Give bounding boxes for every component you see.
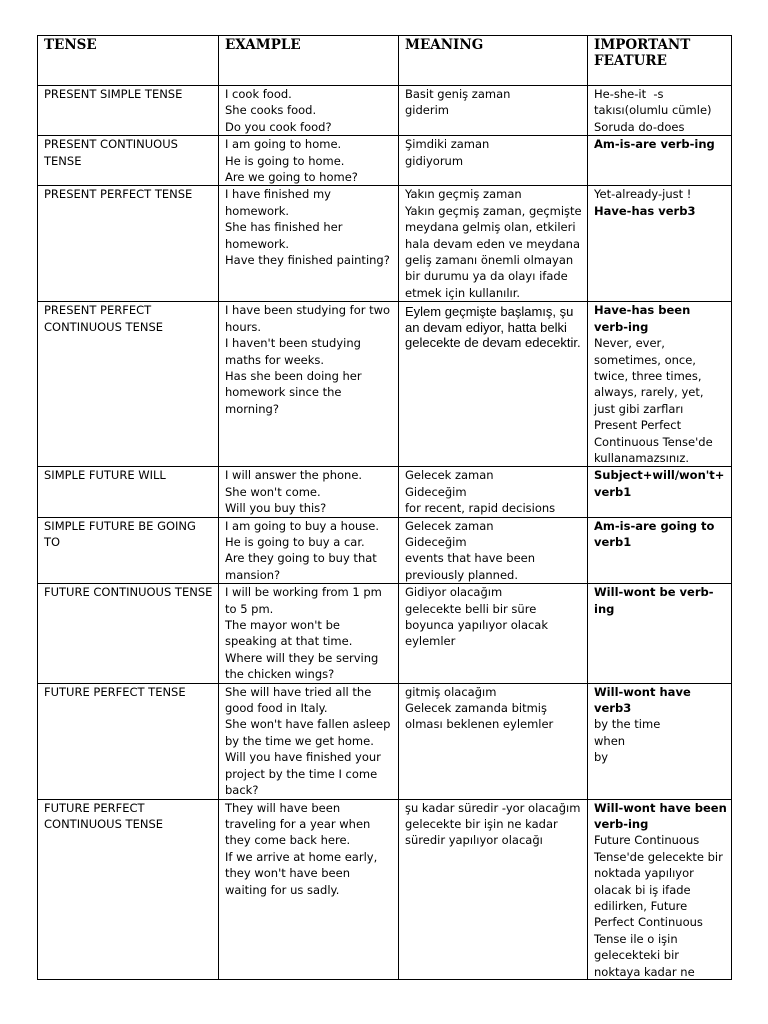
example-cell bbox=[219, 136, 399, 186]
table-row bbox=[38, 683, 732, 799]
meaning-cell bbox=[399, 683, 588, 799]
meaning-cell bbox=[399, 186, 588, 302]
example-sentence: They will have been traveling for a year when they come back here. bbox=[225, 800, 374, 848]
example-sentence: Are we going to home? bbox=[225, 170, 358, 185]
example-sentence: I will be working from 1 pm to 5 pm. bbox=[225, 585, 386, 616]
table-row bbox=[38, 584, 732, 683]
feature-cell bbox=[588, 186, 732, 302]
meaning-text: Gelecek zaman bbox=[405, 468, 494, 483]
meaning-text: Eylem geçmişte başlamış, şu an devam ediyor, hatta belki gelecekte de devam edecektir. bbox=[405, 304, 581, 351]
example-sentence: The mayor won't be speaking at that time. bbox=[225, 617, 353, 649]
feature-text: Will-wont have been verb-ing bbox=[594, 800, 731, 831]
meaning-text: Gideceğim bbox=[405, 484, 467, 499]
tense-cell: FUTURE PERFECT TENSE bbox=[38, 683, 219, 799]
meaning-text: Yakın geçmiş zaman, geçmişte meydana gelmiş olan, etkileri hala devam eden ve meydana geliş zamanı önemli olmayan bir durumu ya da olayı ifade etmek için kullanılır. bbox=[405, 203, 586, 300]
meaning-cell bbox=[399, 467, 588, 517]
meaning-cell bbox=[399, 584, 588, 683]
meaning-text: for recent, rapid decisions bbox=[405, 501, 556, 516]
tense-cell: FUTURE PERFECT CONTINUOUS TENSE bbox=[38, 799, 219, 979]
example-sentence: He is going to home. bbox=[225, 153, 345, 168]
feature-cell bbox=[588, 683, 732, 799]
feature-text: by bbox=[594, 750, 609, 765]
meaning-cell bbox=[399, 136, 588, 186]
table-row bbox=[38, 136, 732, 186]
example-cell bbox=[219, 186, 399, 302]
tenses-table bbox=[37, 35, 732, 980]
feature-cell bbox=[588, 584, 732, 683]
feature-cell bbox=[588, 467, 732, 517]
feature-text: by the time bbox=[594, 717, 661, 732]
example-sentence: She will have tried all the good food in Italy. bbox=[225, 684, 375, 715]
example-sentence: If we arrive at home early, they won't have been waiting for us sadly. bbox=[225, 849, 381, 897]
header-meaning: MEANING bbox=[399, 36, 588, 86]
feature-text: Soruda do-does bbox=[594, 119, 685, 134]
feature-text: takısı(olumlu cümle) bbox=[594, 103, 712, 118]
meaning-text: events that have been previously planned. bbox=[405, 551, 539, 582]
feature-text: Will-wont have verb3 bbox=[594, 684, 695, 715]
table-row bbox=[38, 302, 732, 467]
meaning-text: giderim bbox=[405, 103, 449, 118]
example-sentence: I will answer the phone. bbox=[225, 468, 363, 483]
meaning-cell bbox=[399, 799, 588, 979]
example-sentence: I have been studying for two hours. bbox=[225, 303, 394, 334]
feature-text: Have-has verb3 bbox=[594, 203, 696, 218]
tense-cell: PRESENT CONTINUOUS TENSE bbox=[38, 136, 219, 186]
meaning-cell bbox=[399, 302, 588, 467]
tense-cell: PRESENT PERFECT CONTINUOUS TENSE bbox=[38, 302, 219, 467]
meaning-text: Gelecek zaman bbox=[405, 518, 494, 533]
meaning-text: gelecekte belli bir süre boyunca yapılıyor olacak eylemler bbox=[405, 601, 552, 649]
example-sentence: Will you buy this? bbox=[225, 501, 327, 516]
example-sentence: Will you have finished your project by the time I come back? bbox=[225, 750, 385, 797]
example-sentence: Do you cook food? bbox=[225, 119, 332, 134]
table-row bbox=[38, 186, 732, 302]
meaning-text: Basit geniş zaman bbox=[405, 87, 511, 101]
feature-text: Future Continuous Tense'de gelecekte bir noktada yapılıyor olacak bi iş ifade edilirken, Future Perfect Continuous Tense ile o işin gelecekteki bir noktaya kadar ne bbox=[594, 833, 727, 979]
meaning-text: gitmiş olacağım bbox=[405, 684, 497, 699]
feature-text: Am-is-are verb-ing bbox=[594, 137, 715, 152]
tense-cell: PRESENT PERFECT TENSE bbox=[38, 186, 219, 302]
feature-cell bbox=[588, 302, 732, 467]
feature-text: Yet-already-just ! bbox=[594, 187, 692, 202]
example-cell bbox=[219, 86, 399, 136]
meaning-text: gidiyorum bbox=[405, 153, 464, 168]
header-row bbox=[38, 36, 732, 86]
feature-cell bbox=[588, 517, 732, 584]
tense-cell: SIMPLE FUTURE BE GOING TO bbox=[38, 517, 219, 584]
feature-text: Have-has been verb-ing bbox=[594, 303, 695, 334]
tense-cell: SIMPLE FUTURE WILL bbox=[38, 467, 219, 517]
meaning-text: Gidiyor olacağım bbox=[405, 585, 503, 600]
example-sentence: I cook food. bbox=[225, 87, 292, 101]
meaning-text: Yakın geçmiş zaman bbox=[405, 187, 522, 202]
tense-cell: PRESENT SIMPLE TENSE bbox=[38, 86, 219, 136]
meaning-cell bbox=[399, 86, 588, 136]
meaning-text: Gideceğim bbox=[405, 534, 467, 549]
example-sentence: Have they finished painting? bbox=[225, 253, 390, 268]
meaning-text: şu kadar süredir -yor olacağım gelecekte bir işin ne kadar süredir yapılıyor olacağı bbox=[405, 800, 585, 848]
example-cell bbox=[219, 799, 399, 979]
table-row bbox=[38, 517, 732, 584]
example-sentence: She won't come. bbox=[225, 484, 321, 499]
example-sentence: She won't have fallen asleep by the time we get home. bbox=[225, 717, 395, 748]
meaning-cell bbox=[399, 517, 588, 584]
example-cell bbox=[219, 683, 399, 799]
feature-text: Am-is-are going to verb1 bbox=[594, 518, 719, 549]
example-sentence: He is going to buy a car. bbox=[225, 534, 365, 549]
feature-text: Subject+will/won't+ verb1 bbox=[594, 468, 729, 499]
feature-text: Never, ever, sometimes, once, twice, three times, always, rarely, yet, just gibi zarfları Present Perfect Continuous Tense'de kullanamazsınız. bbox=[594, 336, 717, 465]
meaning-text: Şimdiki zaman bbox=[405, 137, 490, 152]
example-cell bbox=[219, 517, 399, 584]
header-example: EXAMPLE bbox=[219, 36, 399, 86]
table-row bbox=[38, 467, 732, 517]
example-cell bbox=[219, 302, 399, 467]
example-sentence: I am going to buy a house. bbox=[225, 518, 380, 533]
example-cell bbox=[219, 467, 399, 517]
example-sentence: She cooks food. bbox=[225, 103, 317, 118]
tense-cell: FUTURE CONTINUOUS TENSE bbox=[38, 584, 219, 683]
meaning-text: Gelecek zamanda bitmiş olması beklenen eylemler bbox=[405, 700, 554, 732]
feature-text: He-she-it -s bbox=[594, 87, 664, 101]
table-body bbox=[38, 86, 732, 980]
example-sentence: Has she been doing her homework since the morning? bbox=[225, 368, 366, 416]
feature-cell bbox=[588, 86, 732, 136]
header-tense: TENSE bbox=[38, 36, 219, 86]
example-sentence: Are they going to buy that mansion? bbox=[225, 551, 381, 582]
feature-cell bbox=[588, 799, 732, 979]
feature-text: Will-wont be verb-ing bbox=[594, 585, 714, 616]
example-cell bbox=[219, 584, 399, 683]
example-sentence: She has finished her homework. bbox=[225, 220, 347, 251]
example-sentence: Where will they be serving the chicken wings? bbox=[225, 650, 382, 682]
table-row bbox=[38, 86, 732, 136]
feature-cell bbox=[588, 136, 732, 186]
example-sentence: I have finished my homework. bbox=[225, 187, 335, 218]
example-sentence: I am going to home. bbox=[225, 137, 342, 152]
table-row bbox=[38, 799, 732, 979]
feature-text: when bbox=[594, 733, 626, 748]
header-important-feature: IMPORTANT FEATURE bbox=[588, 36, 732, 86]
example-sentence: I haven't been studying maths for weeks. bbox=[225, 336, 365, 367]
